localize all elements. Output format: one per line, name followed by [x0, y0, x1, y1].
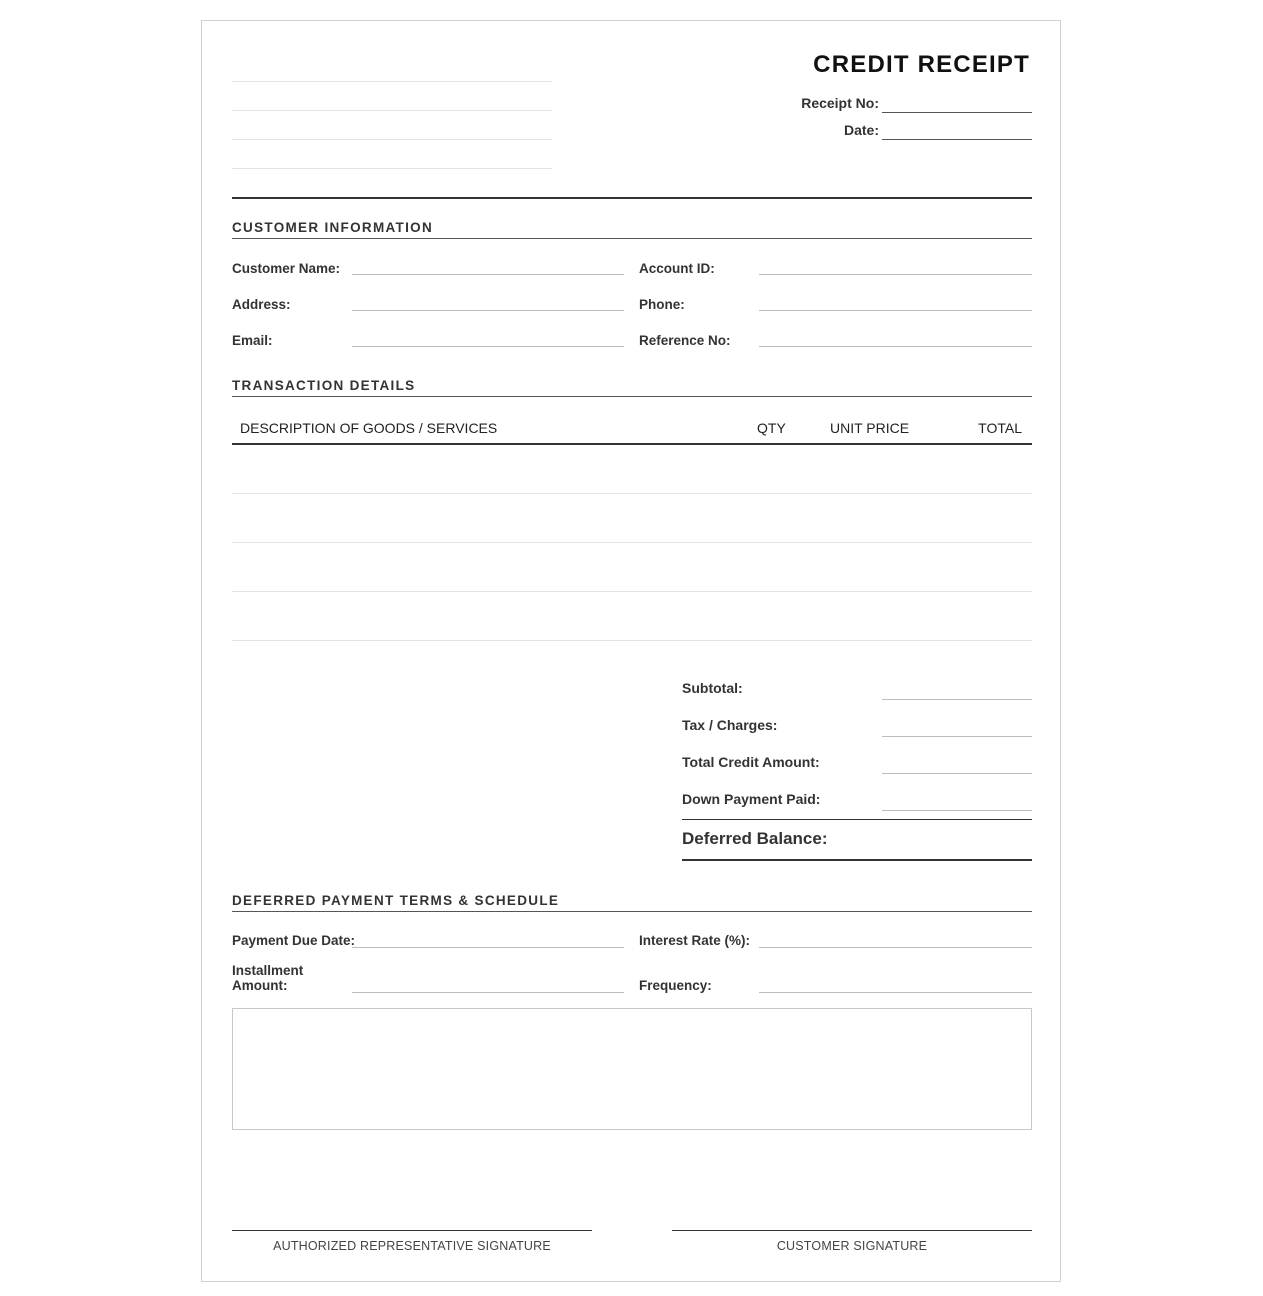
customer-name-label: Customer Name:: [232, 261, 341, 276]
company-line-1[interactable]: [232, 81, 552, 82]
frequency-label: Frequency:: [639, 978, 712, 993]
receipt-no-field[interactable]: [882, 112, 1032, 113]
down-payment-field[interactable]: [882, 810, 1032, 811]
customer-signature-line[interactable]: [672, 1230, 1032, 1231]
schedule-notes-box[interactable]: [232, 1008, 1032, 1130]
customer-info-divider: [232, 238, 1032, 239]
company-line-4[interactable]: [232, 168, 552, 169]
company-line-2[interactable]: [232, 110, 552, 111]
payment-due-date-field[interactable]: [352, 947, 624, 948]
customer-info-title: CUSTOMER INFORMATION: [232, 220, 433, 235]
down-payment-label: Down Payment Paid:: [682, 791, 821, 807]
authorized-signature-label: AUTHORIZED REPRESENTATIVE SIGNATURE: [273, 1239, 551, 1253]
installment-amount-label-line1: Installment: [232, 963, 304, 978]
email-label: Email:: [232, 333, 273, 348]
transaction-details-title: TRANSACTION DETAILS: [232, 378, 416, 393]
date-field[interactable]: [882, 139, 1032, 140]
phone-field[interactable]: [759, 310, 1032, 311]
authorized-signature-line[interactable]: [232, 1230, 592, 1231]
frequency-field[interactable]: [759, 992, 1032, 993]
total-credit-label: Total Credit Amount:: [682, 754, 820, 770]
reference-no-field[interactable]: [759, 346, 1032, 347]
reference-no-label: Reference No:: [639, 333, 731, 348]
account-id-field[interactable]: [759, 274, 1032, 275]
column-description: DESCRIPTION OF GOODS / SERVICES: [240, 420, 498, 436]
email-field[interactable]: [352, 346, 624, 347]
tax-charges-field[interactable]: [882, 736, 1032, 737]
receipt-no-label: Receipt No:: [801, 95, 879, 111]
column-unit-price: UNIT PRICE: [830, 420, 910, 436]
terms-divider: [232, 911, 1032, 912]
phone-label: Phone:: [639, 297, 685, 312]
document-title: CREDIT RECEIPT: [813, 51, 1030, 78]
date-label: Date:: [843, 122, 879, 138]
receipt-page: [201, 20, 1061, 1282]
deferred-balance-top-border: [682, 819, 1032, 820]
interest-rate-field[interactable]: [759, 947, 1032, 948]
installment-amount-field[interactable]: [352, 992, 624, 993]
table-row-1[interactable]: [232, 493, 1032, 494]
account-id-label: Account ID:: [639, 261, 715, 276]
payment-due-date-label: Payment Due Date:: [232, 933, 356, 948]
table-row-2[interactable]: [232, 542, 1032, 543]
address-label: Address:: [232, 297, 291, 312]
column-qty: QTY: [757, 420, 786, 436]
subtotal-label: Subtotal:: [682, 680, 743, 696]
total-credit-field[interactable]: [882, 773, 1032, 774]
customer-signature-label: CUSTOMER SIGNATURE: [776, 1239, 928, 1253]
tax-charges-label: Tax / Charges:: [682, 717, 778, 733]
transaction-details-divider: [232, 396, 1032, 397]
installment-amount-label: [232, 963, 303, 993]
address-field[interactable]: [352, 310, 624, 311]
interest-rate-label: Interest Rate (%):: [639, 933, 751, 948]
subtotal-field[interactable]: [882, 699, 1032, 700]
column-total: TOTAL: [978, 420, 1022, 436]
customer-name-field[interactable]: [352, 274, 624, 275]
company-line-3[interactable]: [232, 139, 552, 140]
deferred-balance-label: Deferred Balance:: [682, 829, 828, 848]
installment-amount-label-line2: Amount:: [232, 978, 288, 993]
table-row-3[interactable]: [232, 591, 1032, 592]
deferred-balance-bottom-border[interactable]: [682, 859, 1032, 861]
table-row-4[interactable]: [232, 640, 1032, 641]
table-header-divider: [232, 443, 1032, 445]
header-divider: [232, 197, 1032, 199]
terms-title: DEFERRED PAYMENT TERMS & SCHEDULE: [232, 893, 560, 908]
